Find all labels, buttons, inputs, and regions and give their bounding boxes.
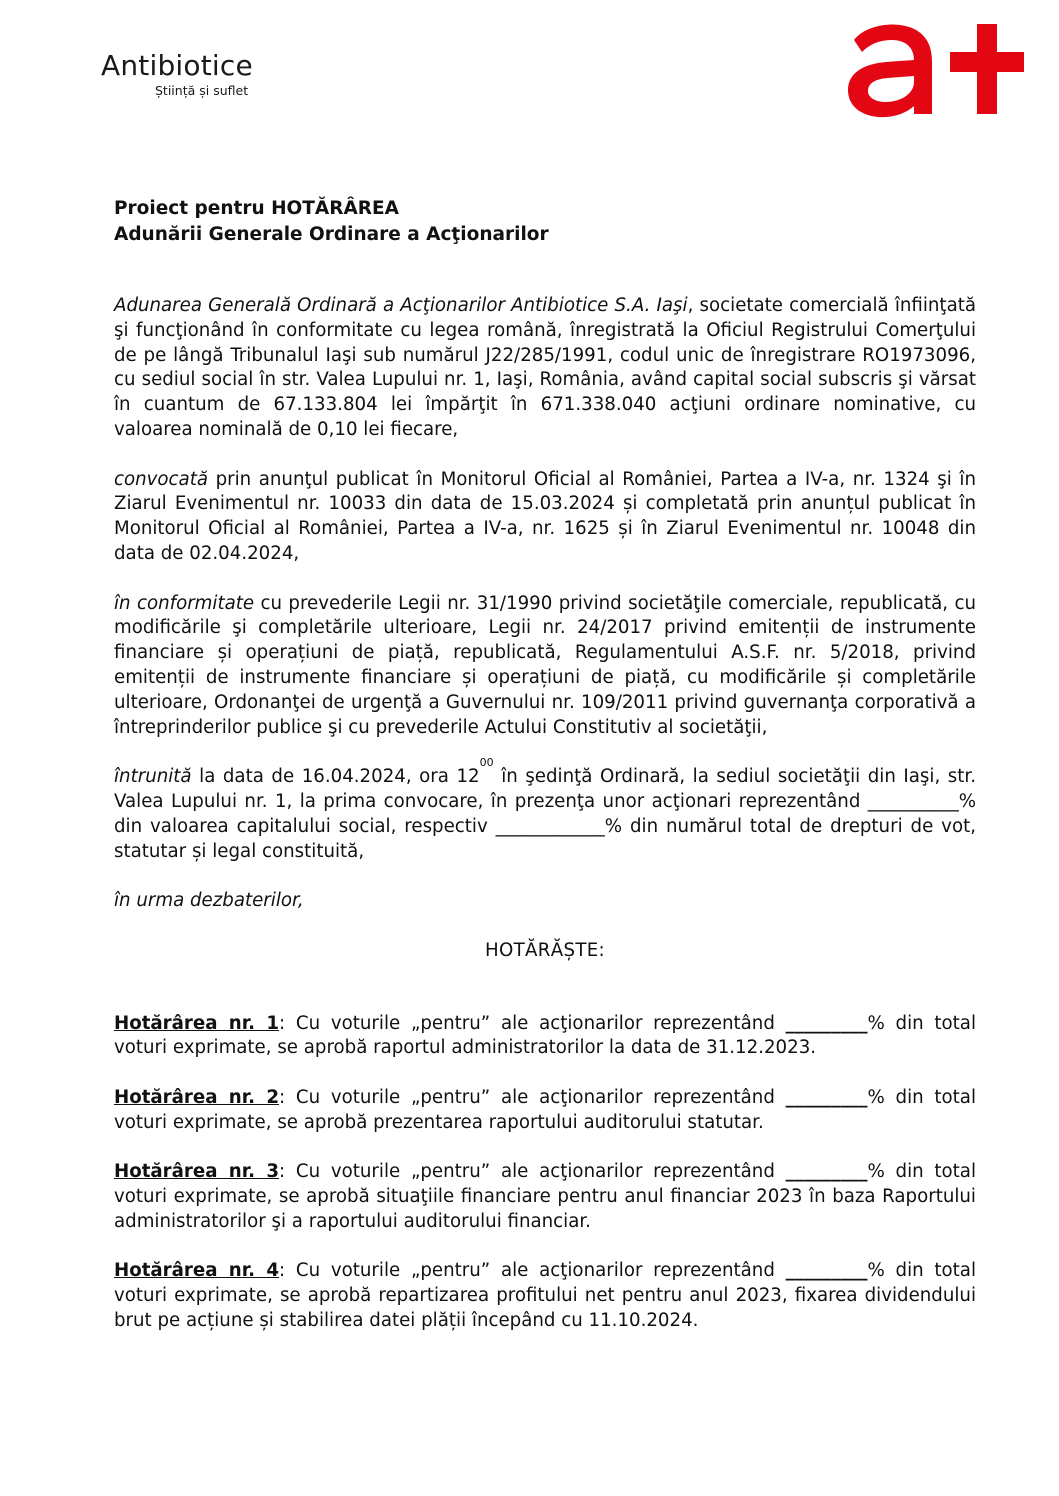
brand-tagline: Știință și suflet: [155, 83, 249, 98]
decision-label: Hotărârea nr. 3: [114, 1161, 280, 1183]
conformitate-text: cu prevederile Legii nr. 31/1990 privind societăţile comerciale, republicată, cu modificările şi completările ulterioare, Legii nr. 24/2017 privind emitenții de instrumente financiare și operațiuni de piață, republicată, Regulamentului A.S.F. nr. 5/2018, privind emitenții de instrumente financiare și operațiuni de piață, cu modificările și completările ulterioare, Ordonanţei de urgenţă a Guvernului nr. 109/2011 privind guvernanţa corporativă a întreprinderilor publice şi cu prevederile Actului Constitutiv al societăţii,: [114, 592, 976, 738]
title-line-1: Proiect pentru HOTĂRÂREA: [114, 198, 399, 219]
decision-item: [114, 1259, 976, 1333]
decision-label: Hotărârea nr. 1: [114, 1012, 280, 1034]
time-superscript: 00: [479, 756, 494, 770]
vote-blank: _________: [785, 1161, 868, 1183]
intrunita-paragraph: [114, 756, 976, 864]
conformitate-paragraph: [114, 592, 976, 741]
decision-text: % din total voturi exprimate, se aprobă repartizarea profitului net pentru anul 2023, fixarea dividendului brut pe acțiune și stabilirea datei plății începând cu 11.10.2024.: [114, 1260, 976, 1332]
convocata-text: prin anunţul publicat în Monitorul Oficial al României, Partea a IV-a, nr. 1324 şi în Ziarul Evenimentul nr. 10033 din data de 15.03.2024 și completată prin anunțul publicat în Monitorul Oficial al României, Partea a IV-a, nr. 1625 și în Ziarul Evenimentul nr. 10048 din data de 02.04.2024,: [114, 468, 976, 564]
intro-lead: Adunarea Generală Ordinară a Acţionarilor Antibiotice S.A. Iaşi: [114, 295, 688, 316]
decision-text: : Cu voturile „pentru” ale acţionarilor reprezentând: [279, 1086, 786, 1108]
vote-blank: _________: [785, 1260, 868, 1282]
decision-text: % din total voturi exprimate, se aprobă raportul administratorilor la data de 31.12.2023.: [114, 1012, 976, 1059]
a-plus-logo-icon: [846, 18, 1024, 118]
document-body: [114, 294, 976, 1359]
dezbateri-paragraph: [114, 889, 976, 914]
convocata-paragraph: [114, 468, 976, 567]
decision-text: % din total voturi exprimate, se aprobă prezentarea raportului auditorului statutar.: [114, 1086, 976, 1133]
intrunita-text-a: la data de 16.04.2024, ora 12: [191, 766, 480, 788]
document-title: [114, 196, 549, 248]
title-line-2: Adunării Generale Ordinare a Acţionarilor: [114, 224, 549, 245]
decision-text: : Cu voturile „pentru” ale acţionarilor reprezentând: [279, 1161, 786, 1183]
decision-text: : Cu voturile „pentru” ale acţionarilor reprezentând: [279, 1260, 786, 1282]
decision-label: Hotărârea nr. 4: [114, 1260, 280, 1282]
intrunita-text-b: în şedinţă Ordinară, la sediul societăţii din Iaşi, str. Valea Lupului nr. 1, la prima convocare, în prezenţa unor acţionari reprezentând __________% din valoarea capitalului social, respectiv ____________% din numărul total de drepturi de vot, statutar și legal constituită,: [114, 766, 976, 862]
decision-item: [114, 1086, 976, 1136]
conformitate-lead: în conformitate: [114, 592, 255, 614]
vote-blank: _________: [785, 1012, 868, 1034]
decision-item: [114, 1012, 976, 1062]
vote-blank: _________: [785, 1086, 868, 1108]
intro-paragraph: [114, 294, 976, 443]
decision-label: Hotărârea nr. 2: [114, 1086, 280, 1108]
company-logo: [101, 50, 253, 98]
brand-name: Antibiotice: [101, 49, 253, 82]
decision-text: : Cu voturile „pentru” ale acţionarilor reprezentând: [279, 1012, 786, 1034]
hotaraste-heading: HOTĂRĂȘTE:: [485, 939, 605, 961]
decision-text: % din total voturi exprimate, se aprobă situaţiile financiare pentru anul financiar 2023 în baza Raportului administratorilor şi a raportului auditorului financiar.: [114, 1161, 976, 1232]
convocata-lead: convocată: [114, 468, 208, 490]
dezbateri-text: în urma dezbaterilor,: [114, 890, 304, 912]
intro-text: , societate comercială înfiinţată şi funcţionând în conformitate cu legea română, înregistrată la Oficiul Registrului Comerţului de pe lângă Tribunalul Iaşi sub numărul J22/285/1991, codul unic de înregistrare RO1973096, cu sediul social în str. Valea Lupului nr. 1, Iaşi, România, având capital social subscris şi vărsat în cuantum de 67.133.804 lei împărţit în 671.338.040 acţiuni ordinare nominative, cu valoarea nominală de 0,10 lei fiecare,: [114, 295, 976, 440]
intrunita-lead: întrunită: [114, 766, 192, 788]
decision-item: [114, 1160, 976, 1234]
